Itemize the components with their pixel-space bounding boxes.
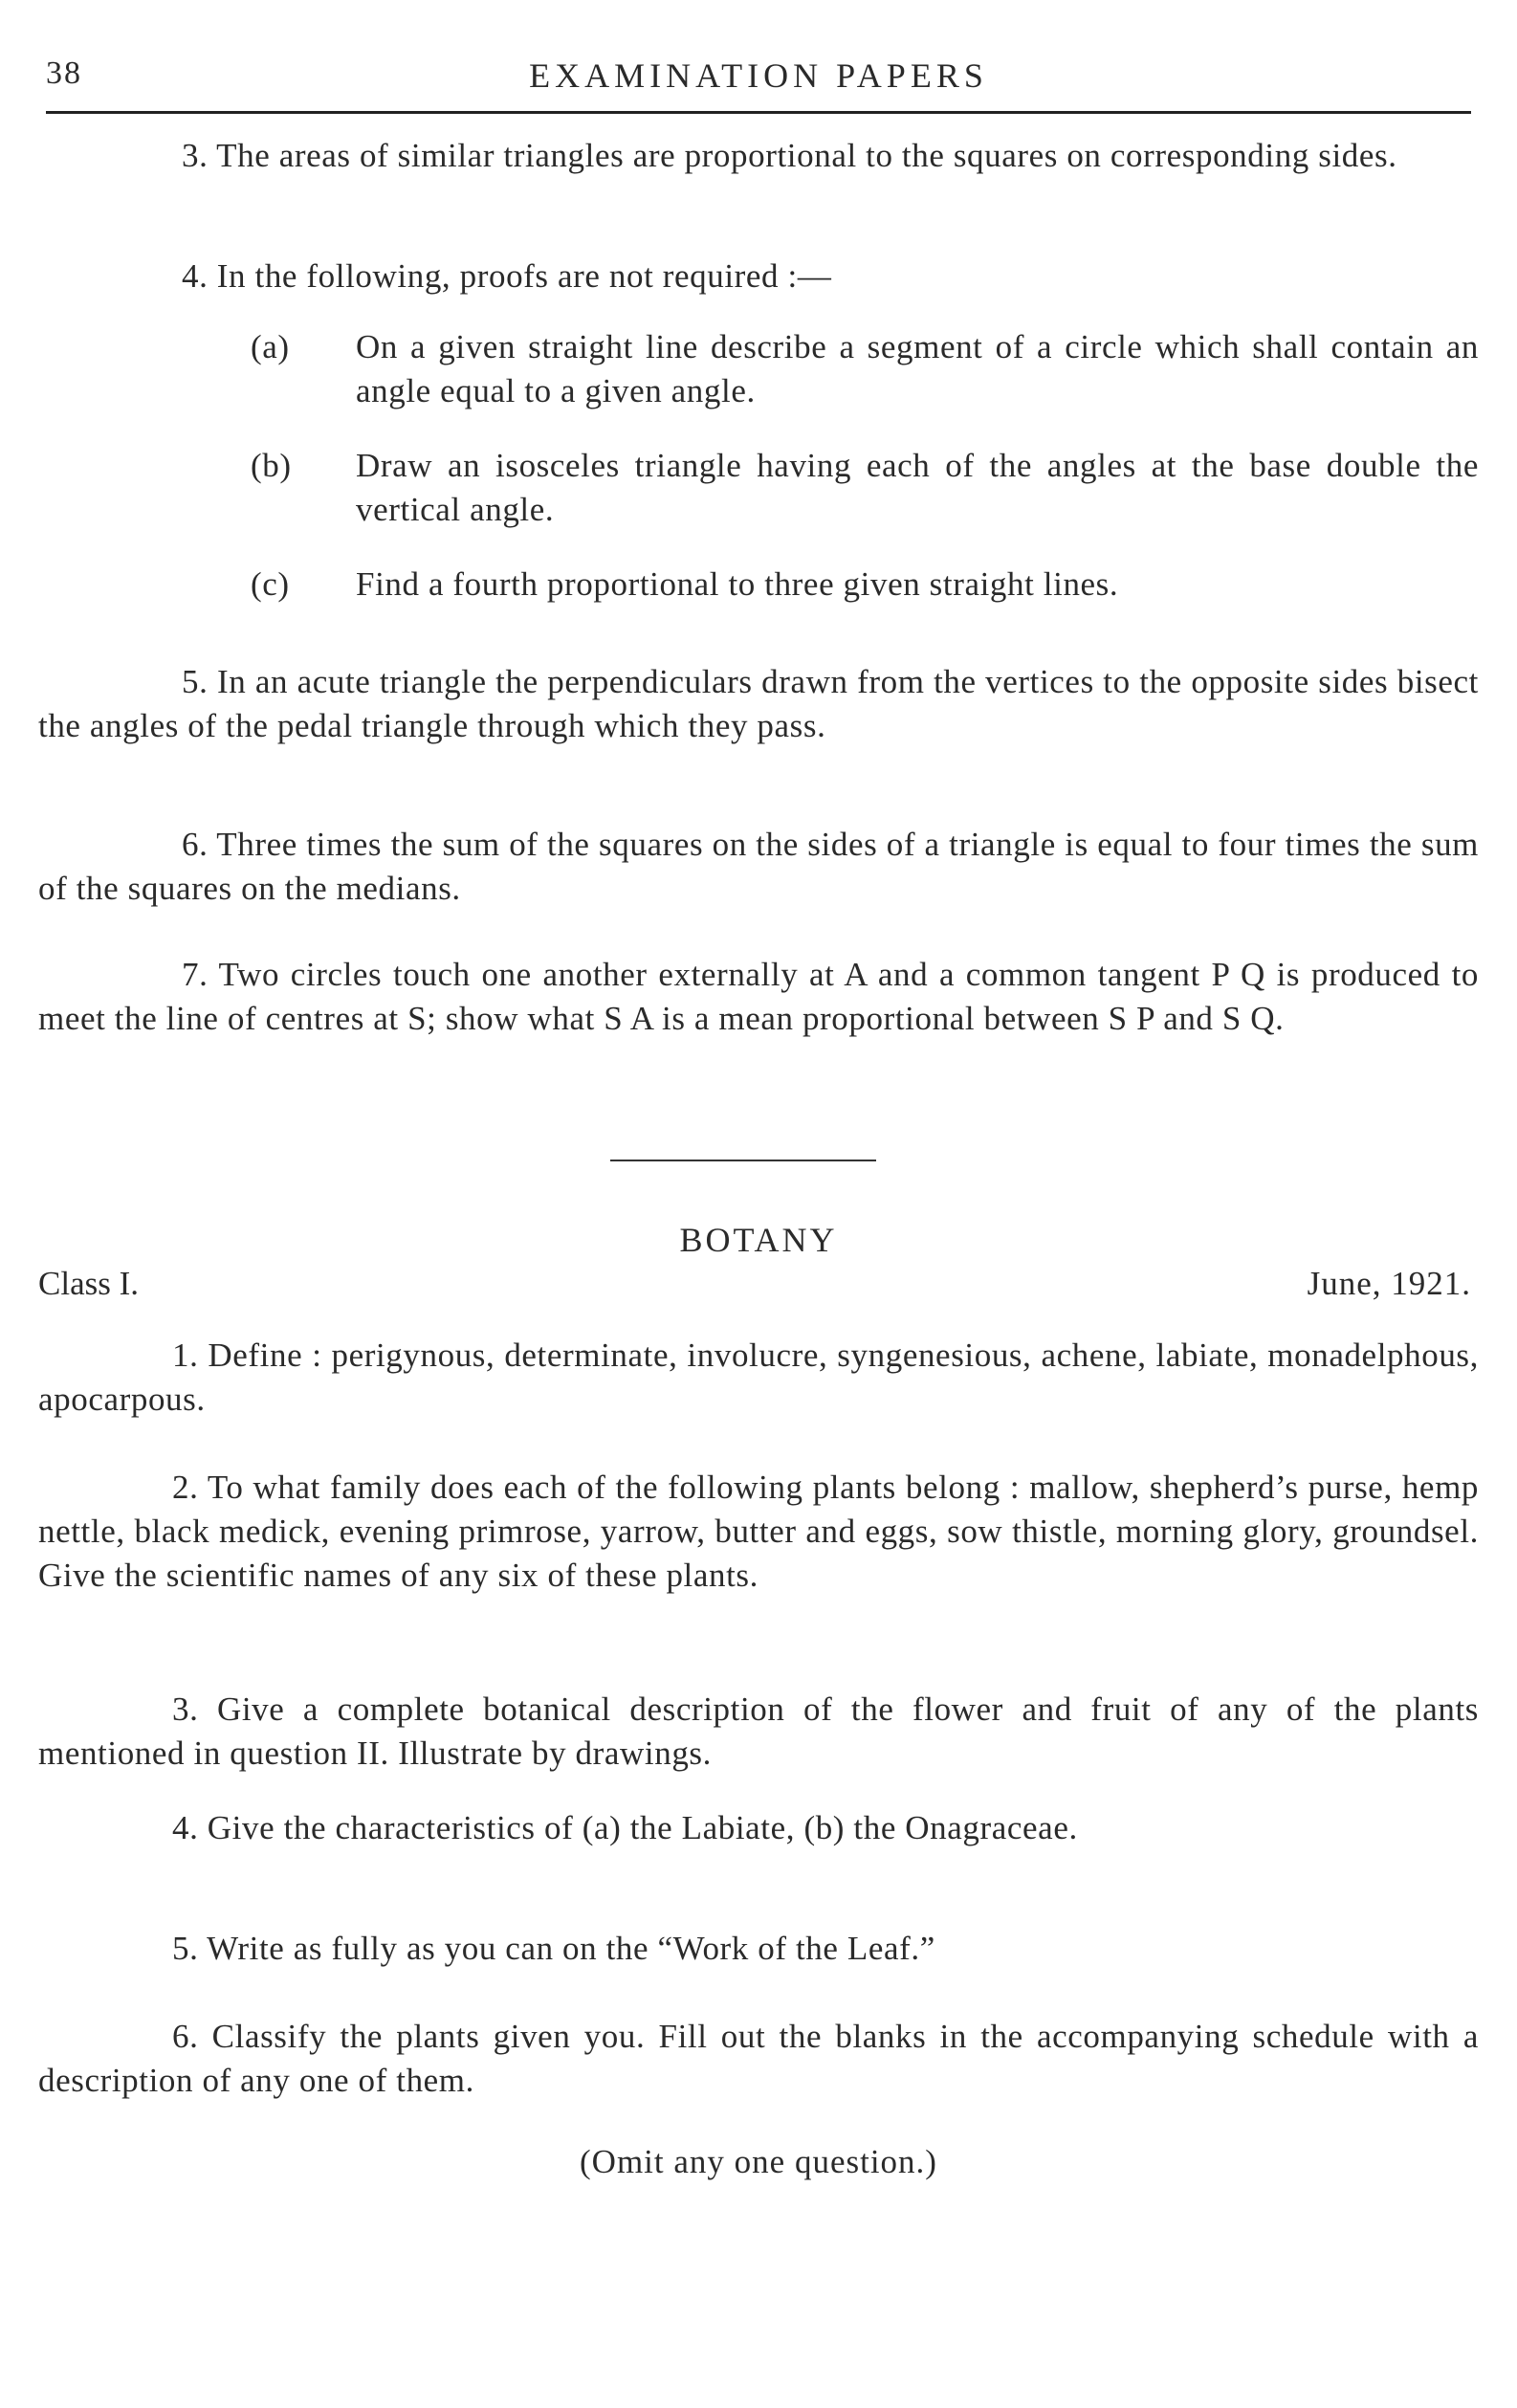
part-label: (c) <box>251 565 290 603</box>
part-text: Draw an isosceles triangle having each of the angles at the base double the vertical angle. <box>356 447 1479 528</box>
botany-question-6: 6. Classify the plants given you. Fill out the blanks in the accompanying schedule with a description of any one of them. <box>38 2018 1479 2099</box>
geometry-question-4: 4. In the following, proofs are not required :— <box>182 257 832 295</box>
part-text: On a given straight line describe a segment of a circle which shall contain an angle equal to a given angle. <box>356 328 1479 409</box>
section-title-botany: BOTANY <box>679 1221 838 1259</box>
part-label: (b) <box>251 447 292 484</box>
exam-date: June, 1921. <box>1307 1265 1471 1302</box>
instruction-note: (Omit any one question.) <box>580 2143 937 2180</box>
question-4-part-c <box>251 563 1479 607</box>
running-head: EXAMINATION PAPERS <box>529 56 988 95</box>
part-text: Find a fourth proportional to three given straight lines. <box>356 565 1119 603</box>
geometry-question-7: 7. Two circles touch one another externally at A and a common tangent P Q is produced to meet the line of centres at S; show what S A is a mean proportional between S P and S Q. <box>38 956 1479 1037</box>
geometry-question-6: 6. Three times the sum of the squares on the sides of a triangle is equal to four times the sum of the squares on the medians. <box>38 826 1479 907</box>
part-label: (a) <box>251 328 290 365</box>
question-4-part-b <box>251 444 1479 532</box>
botany-question-5: 5. Write as fully as you can on the “Work of the Leaf.” <box>172 1930 935 1967</box>
botany-question-2: 2. To what family does each of the following plants belong : mallow, shepherd’s purse, hemp nettle, black medick, evening primrose, yarrow, butter and eggs, sow thistle, morning glory, groundsel. Give the scientific names of any six of these plants. <box>38 1469 1479 1594</box>
botany-question-1: 1. Define : perigynous, determinate, involucre, syngenesious, achene, labiate, monadelphous, apocarpous. <box>38 1337 1479 1418</box>
page-number: 38 <box>46 55 82 91</box>
section-divider <box>610 1160 876 1161</box>
geometry-question-3: 3. The areas of similar triangles are proportional to the squares on corresponding sides. <box>182 137 1397 174</box>
page-header <box>46 55 1471 113</box>
header-rule <box>46 111 1471 114</box>
botany-question-3: 3. Give a complete botanical description of the flower and fruit of any of the plants mentioned in question II. Illustrate by drawings. <box>38 1690 1479 1772</box>
question-4-part-a <box>251 325 1479 413</box>
geometry-question-5: 5. In an acute triangle the perpendiculars drawn from the vertices to the opposite sides bisect the angles of the pedal triangle through which they pass. <box>38 663 1479 744</box>
botany-question-4: 4. Give the characteristics of (a) the Labiate, (b) the Onagraceae. <box>172 1809 1078 1846</box>
class-label: Class I. <box>38 1265 139 1302</box>
